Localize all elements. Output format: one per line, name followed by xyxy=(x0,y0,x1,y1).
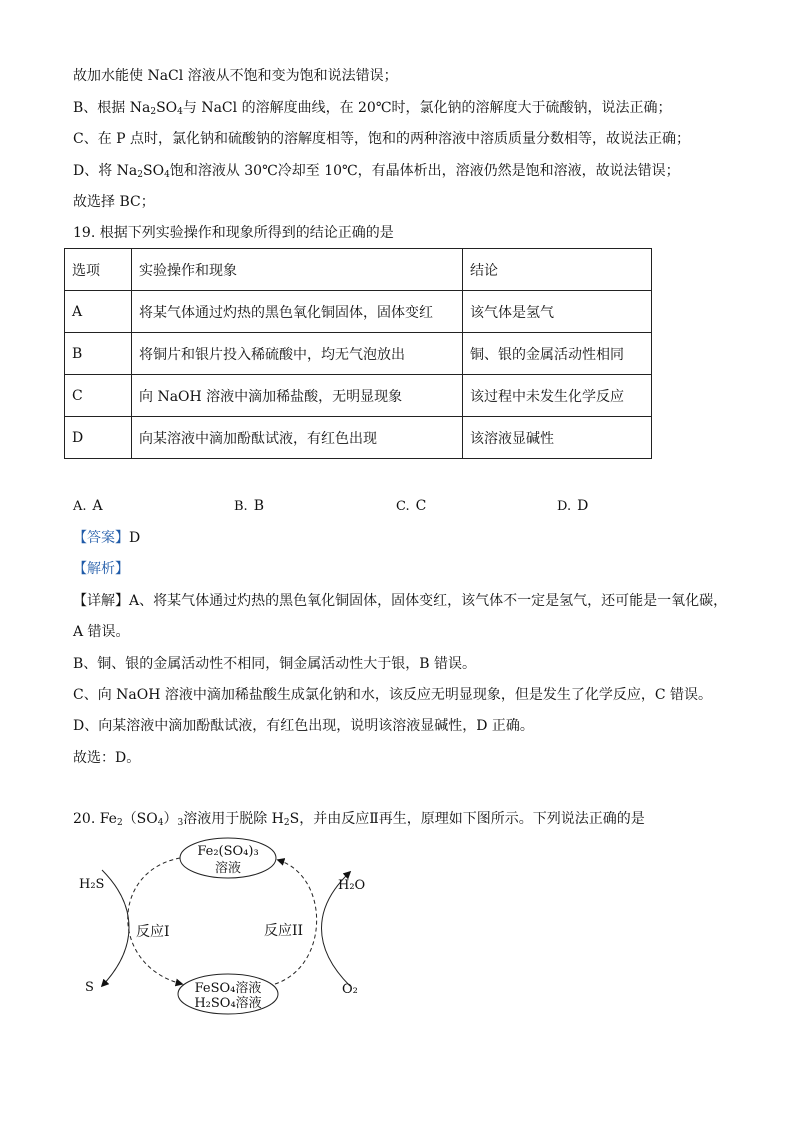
option-c[interactable]: C. C xyxy=(396,498,427,514)
prev-line-5: 故选择 BC； xyxy=(73,194,155,210)
row-letter: D xyxy=(65,417,132,459)
prev-line-2: B、根据 $Na_2SO_4$与 NaCl 的溶解度曲线，在 20℃时，氯化钠的溶解度大于硫酸钠，说法正确； xyxy=(73,100,672,117)
row-letter: B xyxy=(65,333,132,375)
reaction-1-label: 反应I xyxy=(136,924,170,940)
detail-line-1: 【详解】A、将某气体通过灼热的黑色氧化铜固体，固体变红，该气体不一定是氢气，还可能是一氧化碳， xyxy=(73,593,728,609)
left-reagent-arc xyxy=(102,870,129,986)
bottom-node-line-2: H₂SO₄溶液 xyxy=(194,996,262,1011)
table-row xyxy=(65,375,652,417)
reaction-2-label: 反应II xyxy=(264,923,304,939)
reaction-cycle-diagram xyxy=(60,836,380,1026)
s-label: S xyxy=(85,980,94,995)
row-conclusion: 该气体是氢气 xyxy=(463,291,652,333)
option-a[interactable]: A. A xyxy=(73,498,103,514)
row-conclusion: 该溶液显碱性 xyxy=(463,417,652,459)
option-d[interactable]: D. D xyxy=(557,498,589,514)
table-row xyxy=(65,417,652,459)
answer-tag: 【答案】 xyxy=(73,530,129,546)
table-row xyxy=(65,291,652,333)
row-operation: 向某溶液中滴加酚酞试液，有红色出现 xyxy=(132,417,463,459)
analysis-tag: 【解析】 xyxy=(73,561,129,577)
table-row xyxy=(65,333,652,375)
o2-label: O₂ xyxy=(342,982,358,997)
prev-line-4: D、将 $Na_2SO_4$饱和溶液从 30℃冷却至 10℃，有晶体析出，溶液仍然是饱和溶液，故说法错误； xyxy=(73,163,680,180)
detail-line-5: D、向某溶液中滴加酚酞试液，有红色出现，说明该溶液显碱性，D 正确。 xyxy=(73,718,534,734)
row-conclusion: 该过程中未发生化学反应 xyxy=(463,375,652,417)
row-operation: 将某气体通过灼热的黑色氧化铜固体，固体变红 xyxy=(132,291,463,333)
cycle-right-arc xyxy=(275,860,317,984)
top-node-line-1: Fe₂(SO₄)₃ xyxy=(197,844,259,859)
conclusion-line: 故选：D。 xyxy=(73,750,141,766)
prev-line-1: 故加水能使 NaCl 溶液从不饱和变为饱和说法错误； xyxy=(73,68,398,84)
detail-line-2: A 错误。 xyxy=(73,624,130,640)
row-conclusion: 铜、银的金属活动性相同 xyxy=(463,333,652,375)
header-option: 选项 xyxy=(65,249,132,291)
top-node-line-2: 溶液 xyxy=(214,861,242,876)
table-header-row xyxy=(65,249,652,291)
detail-line-3: B、铜、银的金属活动性不相同，铜金属活动性大于银，B 错误。 xyxy=(73,656,477,672)
header-conclusion: 结论 xyxy=(463,249,652,291)
cycle-left-arc xyxy=(128,858,182,984)
header-operation: 实验操作和现象 xyxy=(132,249,463,291)
h2o-label: H₂O xyxy=(338,878,366,893)
answer-line xyxy=(73,528,140,548)
answer-value: D xyxy=(129,530,141,546)
q19-stem: 19. 根据下列实验操作和现象所得到的结论正确的是 xyxy=(73,225,394,241)
row-letter: A xyxy=(65,291,132,333)
q19-table xyxy=(64,248,652,459)
row-operation: 将铜片和银片投入稀硫酸中，均无气泡放出 xyxy=(132,333,463,375)
h2s-label: H₂S xyxy=(79,877,105,892)
row-letter: C xyxy=(65,375,132,417)
option-b[interactable]: B. B xyxy=(234,498,264,514)
prev-line-3: C、在 P 点时，氯化钠和硫酸钠的溶解度相等，饱和的两种溶液中溶质质量分数相等，故说法正确； xyxy=(73,131,691,147)
bottom-node-line-1: FeSO₄溶液 xyxy=(194,981,262,996)
q20-stem: 20. $Fe_2(SO_4)_3$溶液用于脱除 $H_2S$，并由反应Ⅱ再生，原理如下图所示。下列说法正确的是 xyxy=(73,811,645,828)
detail-tag: 【详解】 xyxy=(73,593,129,609)
row-operation: 向 NaOH 溶液中滴加稀盐酸，无明显现象 xyxy=(132,375,463,417)
analysis-line xyxy=(73,559,129,579)
detail-line-4: C、向 NaOH 溶液中滴加稀盐酸生成氯化钠和水，该反应无明显现象，但是发生了化学反应，C 错误。 xyxy=(73,687,713,703)
